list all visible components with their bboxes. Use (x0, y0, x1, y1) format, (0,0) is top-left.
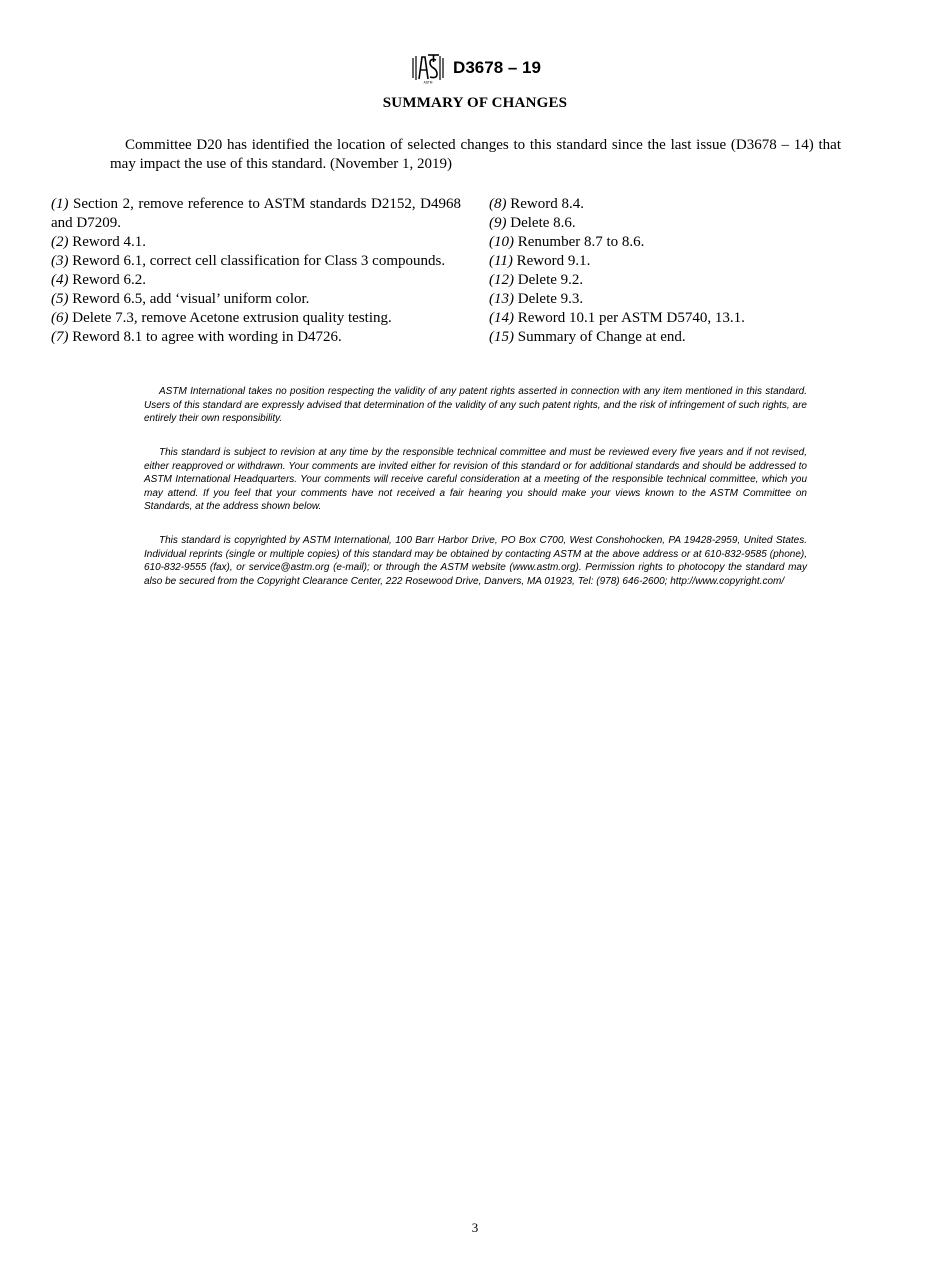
change-number: (3) (51, 252, 69, 269)
change-number: (14) (489, 310, 514, 326)
change-item (489, 271, 899, 290)
changes-list-left (51, 195, 461, 347)
change-number: (2) (51, 233, 69, 250)
change-text: Delete 9.3. (517, 291, 584, 307)
change-number: (11) (489, 253, 513, 269)
astm-logo-icon (409, 52, 447, 84)
change-number: (1) (51, 196, 69, 212)
patent-notice: ASTM International takes no position respecting the validity of any patent rights asserted in connection with any item mentioned in this standard. Users of this standard are expressly advised that determination of the validity of any such patent rights, and the risk of infringement of such rights, are entirely their own responsibility. (144, 386, 807, 424)
page-number: 3 (471, 1220, 479, 1235)
change-text: Delete 8.6. (510, 215, 576, 231)
change-text: Reword 6.1, correct cell classification for Class 3 compounds. (72, 252, 446, 269)
summary-title: SUMMARY OF CHANGES (382, 95, 568, 111)
change-number: (4) (51, 271, 69, 288)
change-text: Reword 8.1 to agree with wording in D4726. (72, 328, 342, 345)
change-item (489, 290, 899, 309)
change-number: (13) (489, 291, 514, 307)
change-number: (15) (489, 329, 514, 345)
change-item (489, 309, 899, 328)
change-item (489, 328, 899, 347)
change-item (51, 309, 461, 328)
change-item (489, 252, 899, 271)
change-item (489, 214, 899, 233)
change-text: Reword 4.1. (72, 233, 146, 250)
change-text: Delete 7.3, remove Acetone extrusion quality testing. (72, 309, 392, 326)
change-text: Reword 9.1. (516, 253, 591, 269)
change-number: (5) (51, 290, 69, 307)
change-number: (6) (51, 309, 69, 326)
change-item (489, 195, 899, 214)
change-item (51, 290, 461, 309)
header-inner (409, 52, 541, 84)
revision-notice: This standard is subject to revision at any time by the responsible technical committee and must be reviewed every five years and if not revised, either reapproved or withdrawn. Your comments are invited either for revision of this standard or for additional standards and should be addressed to ASTM International Headquarters. Your comments will receive careful consideration at a meeting of the responsible technical committee, which you may attend. If you feel that your comments have not received a fair hearing you should make your views known to the ASTM Committee on Standards, at the address shown below. (144, 447, 807, 512)
change-text: Delete 9.2. (517, 272, 584, 288)
change-item (51, 233, 461, 252)
change-item (51, 252, 461, 271)
change-text: Reword 6.2. (72, 271, 146, 288)
change-text: Renumber 8.7 to 8.6. (517, 234, 645, 250)
change-number: (10) (489, 234, 514, 250)
change-item (51, 328, 461, 347)
change-item (489, 233, 899, 252)
change-number: (9) (489, 215, 507, 231)
change-text: Reword 6.5, add ‘visual’ uniform color. (72, 290, 310, 307)
change-number: (7) (51, 328, 69, 345)
change-text: Reword 10.1 per ASTM D5740, 13.1. (517, 310, 745, 326)
change-item (51, 271, 461, 290)
change-text: Section 2, remove reference to ASTM standards D2152, D4968 and D7209. (51, 196, 461, 231)
change-text: Reword 8.4. (510, 196, 584, 212)
summary-intro: Committee D20 has identified the location of selected changes to this standard since the last issue (D3678 – 14) that may impact the use of this standard. (November 1, 2019) (110, 137, 841, 172)
document-id: D3678 – 19 (453, 58, 541, 77)
page-header (0, 52, 950, 89)
change-number: (8) (489, 196, 507, 212)
logo-text: ASTM (423, 80, 433, 84)
changes-list-right (489, 195, 899, 347)
change-number: (12) (489, 272, 514, 288)
copyright-notice: This standard is copyrighted by ASTM International, 100 Barr Harbor Drive, PO Box C700, West Conshohocken, PA 19428-2959, United States. Individual reprints (single or multiple copies) of this standard may be obtained by contacting ASTM at the above address or at 610-832-9585 (phone), 610-832-9555 (fax), or service@astm.org (e-mail); or through the ASTM website (www.astm.org). Permission rights to photocopy the standard may also be secured from the Copyright Clearance Center, 222 Rosewood Drive, Danvers, MA 01923, Tel: (978) 646-2600; http://www.copyright.com/ (144, 535, 807, 587)
change-item (51, 195, 461, 232)
change-text: Summary of Change at end. (517, 329, 686, 345)
